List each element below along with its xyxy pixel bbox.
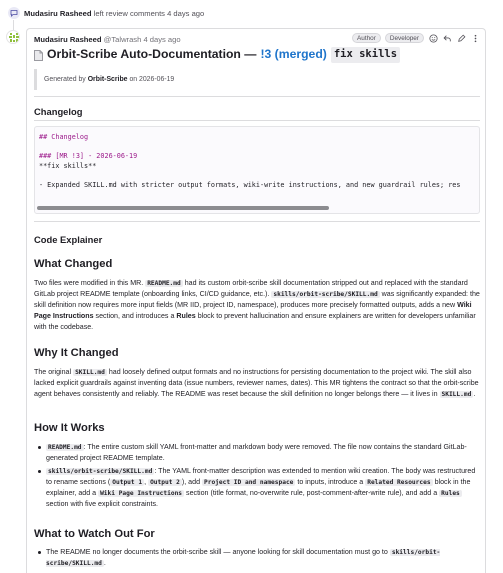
changelog-code [35, 127, 479, 190]
inline-code: skills/orbit-scribe/SKILL.md [46, 549, 441, 567]
text: block in the explainer, add a [46, 478, 471, 497]
note-actions [352, 33, 480, 43]
page-title [34, 46, 480, 64]
more-actions-icon[interactable] [470, 33, 480, 43]
bold-text: Rules [176, 312, 196, 320]
inline-code: Output 1 [112, 479, 143, 486]
text: section with five explicit constraints. [46, 500, 158, 508]
author-badge: Author [352, 33, 381, 43]
role-badge: Developer [385, 33, 424, 43]
document-icon [34, 50, 43, 61]
smile-icon[interactable] [428, 33, 438, 43]
horizontal-scrollbar[interactable] [37, 206, 329, 210]
watch-out-list [34, 547, 480, 571]
edit-icon[interactable] [456, 33, 466, 43]
why-changed-text [34, 367, 480, 400]
text: section (title format, no-overwrite rule, post-comment-after-write rule), and add a [186, 489, 438, 497]
code-line: ## Changelog [39, 133, 89, 141]
how-works-list [34, 442, 480, 512]
quote-suffix: on 2026-06-19 [129, 76, 175, 83]
inline-code: skills/orbit-scribe/SKILL.md [48, 468, 153, 475]
text: The original [34, 368, 72, 376]
text: : The YAML front-matter description was extended to mention wiki creation. The body was restructured to rename sections ( [46, 467, 476, 486]
text: section, and introduces a [95, 312, 175, 320]
how-works-heading: How It Works [34, 422, 105, 434]
inline-code: SKILL.md [441, 391, 472, 398]
note-handle[interactable]: @Talwrash [103, 35, 142, 44]
inline-code: Rules [441, 490, 460, 497]
title-text: Orbit-Scribe Auto-Documentation — [47, 47, 257, 62]
list-item [34, 442, 480, 464]
list-item [34, 547, 480, 569]
mr-reference-link[interactable]: !3 (merged) [260, 47, 327, 62]
bold-text: Wiki Page Instructions [34, 301, 472, 320]
text: . [473, 390, 476, 398]
watch-out-heading: What to Watch Out For [34, 528, 155, 540]
avatar[interactable] [6, 30, 20, 44]
inline-code: README.md [48, 444, 82, 451]
text: had its custom orbit-scribe skill documentation stripped out and replaced with the standard GitLab project README template (onboarding links, CI/CD guidance, etc.). [34, 279, 468, 298]
text: : The entire custom skill YAML front-matter and markdown body were removed. The file now contains the standard GitLab-generated project README template. [46, 443, 467, 462]
what-changed-heading: What Changed [34, 258, 113, 270]
quote-tool: Orbit-Scribe [87, 76, 128, 83]
divider [34, 120, 480, 121]
text: . [103, 559, 106, 567]
text: had loosely defined output formats and no instructions for persisting documentation to the project wiki. The skill also lacked explicit guardrails against inventing data (issue numbers, reviewer names, dates). This MR tightens the contract so that the orbit-scribe agent behaves consistently and reliably. The README was reset because the skill definition no longer belongs there — it lives in [34, 368, 479, 398]
what-changed-text [34, 278, 480, 333]
note-header [34, 34, 480, 46]
inline-code: Wiki Page Instructions [100, 490, 183, 497]
list-item [34, 466, 480, 510]
code-line: - Expanded SKILL.md with stricter output formats, wiki-write instructions, and new guardrail rules; res [39, 180, 461, 189]
divider [34, 221, 480, 222]
comment-icon [8, 7, 20, 19]
text: to inputs, introduce a [297, 478, 364, 486]
title-code: fix skills [331, 47, 400, 62]
review-note [26, 28, 486, 573]
generated-by-quote [34, 69, 480, 90]
inline-code: Output 2 [150, 479, 180, 486]
text: , [144, 478, 147, 486]
reply-icon[interactable] [442, 33, 452, 43]
code-line: **fix skills** [39, 161, 97, 170]
timeline-author[interactable]: Mudasiru Rasheed [24, 9, 92, 18]
note-author[interactable]: Mudasiru Rasheed [34, 35, 102, 44]
inline-code: SKILL.md [75, 369, 105, 376]
why-changed-heading: Why It Changed [34, 347, 119, 359]
text: ), add [181, 478, 201, 486]
timeline-text [24, 8, 204, 19]
text: The README no longer documents the orbit-scribe skill — anyone looking for skill documentation must go to [46, 548, 388, 556]
inline-code: README.md [147, 280, 181, 287]
changelog-heading: Changelog [34, 106, 83, 117]
timeline-action: left review comments 4 days ago [93, 9, 205, 18]
changelog-code-block[interactable] [34, 126, 480, 214]
text: Two files were modified in this MR. [34, 279, 144, 287]
quote-prefix: Generated by [44, 76, 86, 83]
code-line: ### [MR !3] - 2026-06-19 [39, 152, 138, 160]
code-explainer-heading: Code Explainer [34, 234, 103, 245]
inline-code: Related Resources [367, 479, 431, 486]
text: block to prevent hallucination and ensure explainers are written for developers unfamiliar with the codebase. [34, 312, 476, 331]
divider [34, 96, 480, 97]
note-time[interactable]: 4 days ago [143, 35, 181, 44]
inline-code: skills/orbit-scribe/SKILL.md [273, 291, 378, 298]
timeline-event [0, 0, 503, 26]
inline-code: Project ID and namespace [204, 479, 294, 486]
text: was significantly expanded: the skill definition now requires more input fields (MR IID, project ID, namespace), produces more precisely formatted outputs, adds a new [34, 290, 480, 309]
